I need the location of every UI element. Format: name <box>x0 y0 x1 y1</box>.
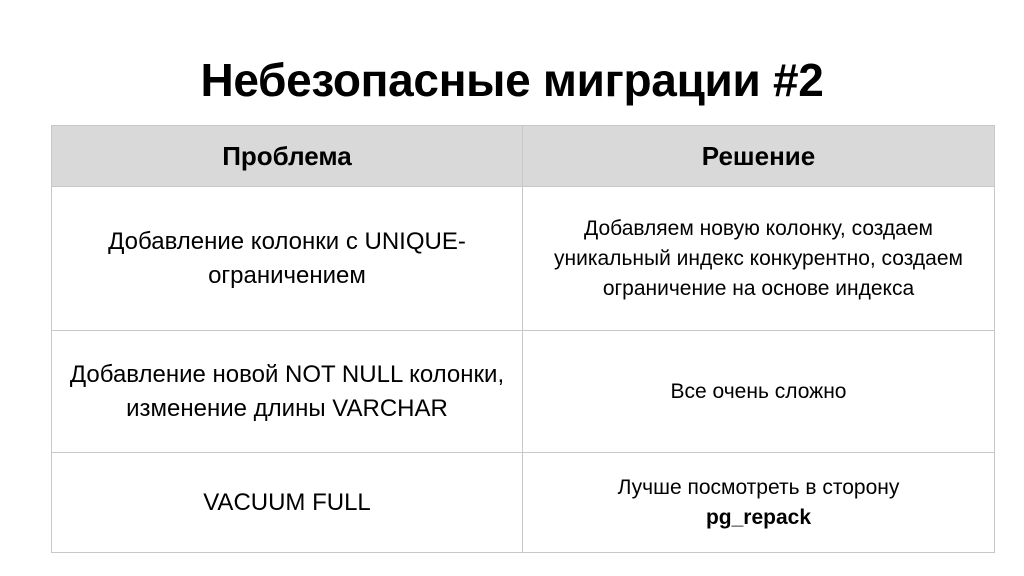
header-problem: Проблема <box>52 126 523 187</box>
problem-text: Добавление новой NOT NULL колонки, изменение длины VARCHAR <box>69 360 505 422</box>
table-header-row <box>52 126 995 187</box>
problem-text: VACUUM FULL <box>203 488 371 516</box>
slide-title: Небезопасные миграции #2 <box>200 54 824 106</box>
header-solution: Решение <box>523 126 995 187</box>
table-row <box>52 187 995 331</box>
table-row <box>52 453 995 553</box>
solution-cell <box>523 453 995 553</box>
solution-cell <box>523 187 995 331</box>
migrations-table <box>51 125 995 553</box>
solution-tool-name: pg_repack <box>705 505 812 529</box>
table-row <box>52 331 995 453</box>
solution-cell <box>523 331 995 453</box>
solution-text: Лучше посмотреть в сторону <box>617 475 900 499</box>
problem-cell <box>52 187 523 331</box>
solution-text: Все очень сложно <box>670 379 847 403</box>
solution-text: Добавляем новую колонку, создаем уникальный индекс конкурентно, создаем ограничение на основе индекса <box>554 216 963 300</box>
problem-text: Добавление колонки с UNIQUE-ограничением <box>108 227 466 289</box>
problem-cell <box>52 331 523 453</box>
problem-cell <box>52 453 523 553</box>
